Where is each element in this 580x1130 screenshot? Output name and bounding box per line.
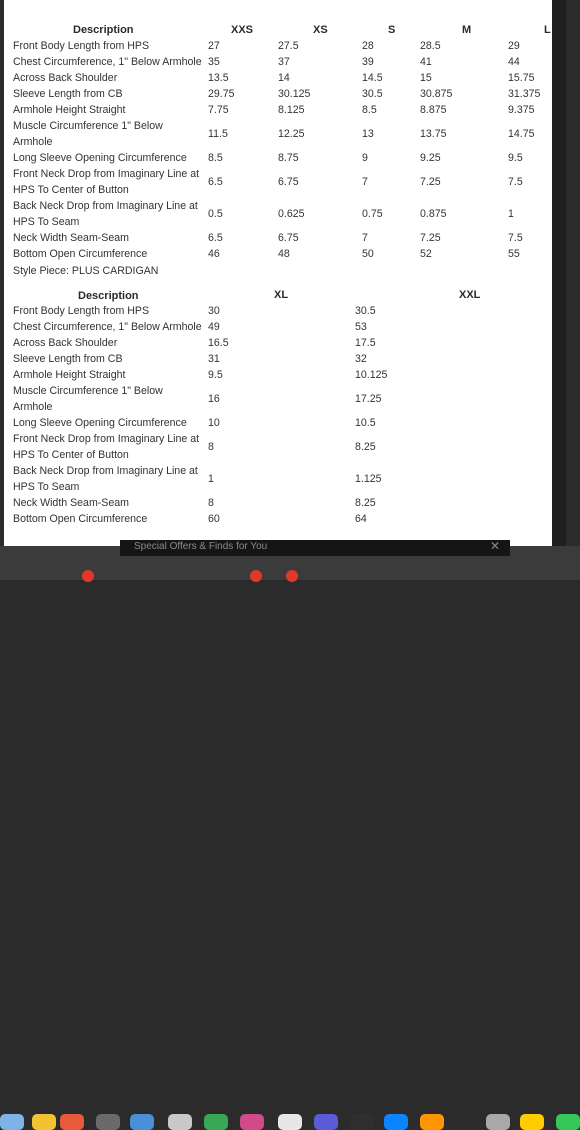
cell-value: 8.25 [355,497,376,509]
cell-value: 7.75 [208,104,229,116]
cell-value: 1 [208,473,214,485]
app-icon[interactable] [278,1114,302,1130]
cell-value: 1 [508,208,514,220]
column-header: S [388,24,396,36]
column-header: Description [78,290,139,302]
cell-value: 7.25 [420,176,441,188]
row-label: HPS To Center of Button [13,184,129,196]
cell-value: 6.75 [278,232,299,244]
cell-value: 30.5 [362,88,383,100]
cell-value: 17.25 [355,393,382,405]
row-label: Back Neck Drop from Imaginary Line at [13,465,198,477]
cell-value: 28.5 [420,40,441,52]
cell-value: 29 [508,40,520,52]
cell-value: 52 [420,248,432,260]
row-label: Neck Width Seam-Seam [13,497,129,509]
cell-value: 49 [208,321,220,333]
cell-value: 0.5 [208,208,223,220]
cell-value: 0.75 [362,208,383,220]
row-label: Armhole [13,136,53,148]
row-label: HPS To Center of Button [13,449,129,461]
cell-value: 28 [362,40,374,52]
app-icon[interactable] [384,1114,408,1130]
cell-value: 0.875 [420,208,447,220]
column-header: XXS [231,24,254,36]
app-icon[interactable] [204,1114,228,1130]
style-piece-label: Style Piece: PLUS CARDIGAN [13,265,159,277]
row-label: Front Body Length from HPS [13,305,150,317]
cell-value: 13 [362,128,374,140]
column-header: Description [73,24,134,36]
cell-value: 10.5 [355,417,376,429]
cell-value: 30.875 [420,88,453,100]
row-label: Chest Circumference, 1" Below Armhole [13,56,202,68]
cell-value: 55 [508,248,520,260]
cell-value: 9.375 [508,104,535,116]
cell-value: 31.375 [508,88,541,100]
cell-value: 8.5 [208,152,223,164]
cell-value: 8.125 [278,104,305,116]
window-edge [552,0,566,546]
cell-value: 10 [208,417,220,429]
row-label: Long Sleeve Opening Circumference [13,152,187,164]
cell-value: 7.5 [508,176,523,188]
app-icon[interactable] [240,1114,264,1130]
cell-value: 46 [208,248,220,260]
cell-value: 41 [420,56,432,68]
app-icon[interactable] [60,1114,84,1130]
cell-value: 64 [355,513,367,525]
row-label: Across Back Shoulder [13,72,118,84]
cell-value: 8 [208,441,214,453]
cell-value: 53 [355,321,367,333]
cell-value: 7 [362,232,368,244]
cell-value: 8.875 [420,104,447,116]
cell-value: 13.5 [208,72,229,84]
cell-value: 27.5 [278,40,299,52]
close-icon[interactable]: ✕ [489,539,500,553]
notification-badge [286,570,298,582]
row-label: Armhole Height Straight [13,104,126,116]
notification-badge [82,570,94,582]
app-icon[interactable] [314,1114,338,1130]
row-label: Neck Width Seam-Seam [13,232,129,244]
cell-value: 6.5 [208,232,223,244]
row-label: Front Neck Drop from Imaginary Line at [13,168,200,180]
row-label: Chest Circumference, 1" Below Armhole [13,321,202,333]
row-label: Front Neck Drop from Imaginary Line at [13,433,200,445]
row-label: Long Sleeve Opening Circumference [13,417,187,429]
row-label: Across Back Shoulder [13,337,118,349]
cell-value: 9.5 [208,369,223,381]
cell-value: 8.75 [278,152,299,164]
cell-value: 0.625 [278,208,305,220]
row-label: Armhole Height Straight [13,369,126,381]
cell-value: 15 [420,72,432,84]
cell-value: 9.5 [508,152,523,164]
cell-value: 30 [208,305,220,317]
cell-value: 50 [362,248,374,260]
column-header: XS [313,24,328,36]
app-icon[interactable] [168,1114,192,1130]
row-label: Bottom Open Circumference [13,248,148,260]
cell-value: 29.75 [208,88,235,100]
cell-value: 7.5 [508,232,523,244]
row-label: Sleeve Length from CB [13,353,123,365]
cell-value: 7.25 [420,232,441,244]
cell-value: 16 [208,393,220,405]
row-label: Muscle Circumference 1" Below [13,120,163,132]
cell-value: 9 [362,152,368,164]
cell-value: 32 [355,353,367,365]
app-icon[interactable] [32,1114,56,1130]
cell-value: 8.25 [355,441,376,453]
cell-value: 6.5 [208,176,223,188]
cell-value: 13.75 [420,128,447,140]
app-icon[interactable] [486,1114,510,1130]
app-icon[interactable] [130,1114,154,1130]
app-icon[interactable] [96,1114,120,1130]
row-label: Bottom Open Circumference [13,513,148,525]
cell-value: 48 [278,248,290,260]
cell-value: 6.75 [278,176,299,188]
row-label: HPS To Seam [13,481,80,493]
cell-value: 8.5 [362,104,377,116]
row-label: Sleeve Length from CB [13,88,123,100]
cell-value: 17.5 [355,337,376,349]
column-header: XL [274,289,289,301]
cell-value: 12.25 [278,128,305,140]
cell-value: 16.5 [208,337,229,349]
cell-value: 27 [208,40,220,52]
finder-icon[interactable] [0,1114,24,1130]
cell-value: 37 [278,56,290,68]
cell-value: 14.5 [362,72,383,84]
cell-value: 14.75 [508,128,535,140]
app-icon[interactable] [420,1114,444,1130]
cell-value: 30.125 [278,88,311,100]
notification-badge [250,570,262,582]
row-label: Armhole [13,401,53,413]
column-header: M [462,24,472,36]
cell-value: 30.5 [355,305,376,317]
cell-value: 1.125 [355,473,382,485]
cell-value: 31 [208,353,220,365]
promo-banner[interactable] [120,540,510,556]
column-header: XXL [459,289,481,301]
row-label: Front Body Length from HPS [13,40,150,52]
row-label: Muscle Circumference 1" Below [13,385,163,397]
app-icon[interactable] [350,1114,374,1130]
app-icon[interactable] [556,1114,580,1130]
cell-value: 14 [278,72,290,84]
promo-text: Special Offers & Finds for You [134,541,268,552]
cell-value: 15.75 [508,72,535,84]
cell-value: 39 [362,56,374,68]
cell-value: 7 [362,176,368,188]
cell-value: 10.125 [355,369,388,381]
cell-value: 60 [208,513,220,525]
cell-value: 11.5 [208,128,228,140]
column-header: L [544,24,551,36]
row-label: HPS To Seam [13,216,80,228]
row-label: Back Neck Drop from Imaginary Line at [13,200,198,212]
cell-value: 35 [208,56,220,68]
size-chart-sheet [4,0,566,546]
app-icon[interactable] [520,1114,544,1130]
cell-value: 9.25 [420,152,441,164]
cell-value: 44 [508,56,520,68]
cell-value: 8 [208,497,214,509]
